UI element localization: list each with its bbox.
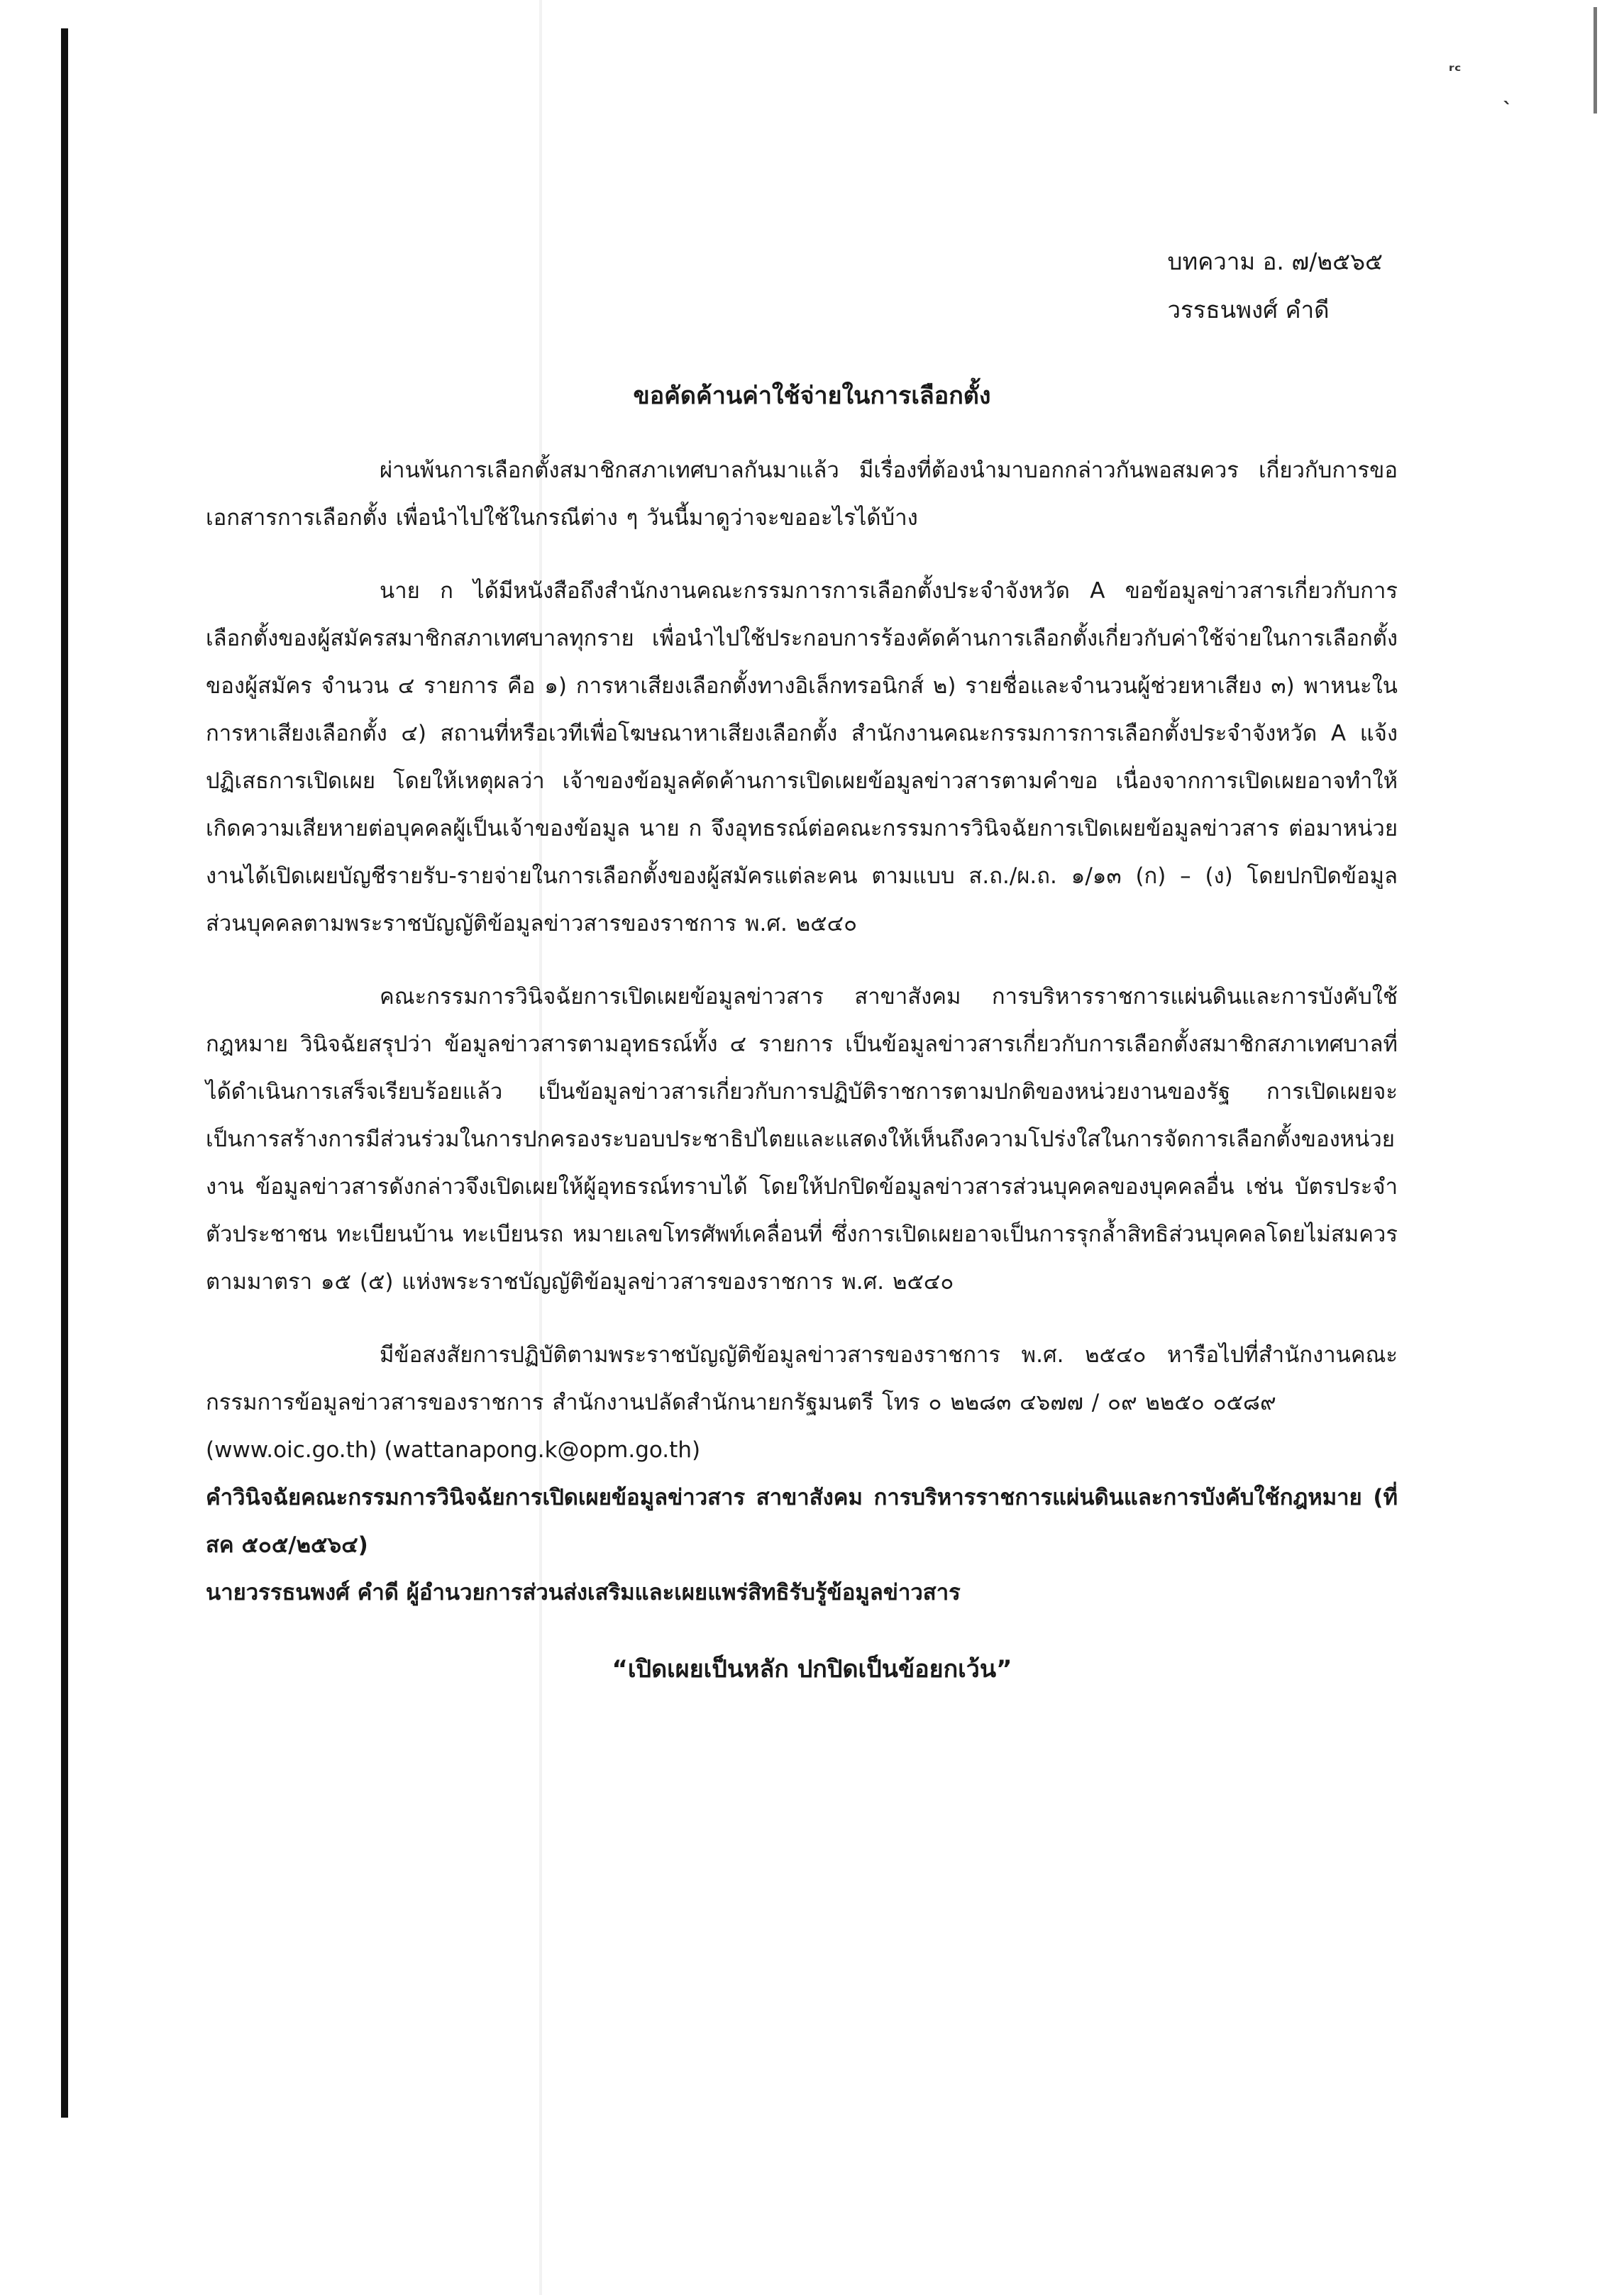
document-slogan: “เปิดเผยเป็นหลัก ปกปิดเป็นข้อยกเว้น” [612, 1655, 1012, 1683]
scan-speck: ˋ [1503, 98, 1513, 121]
document-number: บทความ อ. ๗/๒๕๖๕ [1167, 248, 1383, 275]
scan-speck: ʳᶜ [1449, 61, 1462, 81]
scan-edge-mark-left [61, 28, 68, 2118]
contact-websites: (www.oic.go.th) (wattanapong.k@opm.go.th) [206, 1437, 701, 1463]
paragraph-ruling: คณะกรรมการวินิจฉัยการเปิดเผยข้อมูลข่าวสาร สาขาสังคม การบริหารราชการแผ่นดินและการบังคับใช้กฎหมาย วินิจฉัยสรุปว่า ข้อมูลข่าวสารตามอุทธรณ์ทั้ง ๔ รายการ เป็นข้อมูลข่าวสารเกี่ยวกับการเลือกตั้งสมาชิกสภาเทศบาลที่ได้ดำเนินการเสร็จเรียบร้อยแล้ว เป็นข้อมูลข่าวสารเกี่ยวกับการปฏิบัติราชการตามปกติของหน่วยงานของรัฐ การเปิดเผยจะเป็นการสร้างการมีส่วนร่วมในการปกครองระบอบประชาธิปไตยและแสดงให้เห็นถึงความโปร่งใสในการจัดการเลือกตั้งของหน่วยงาน ข้อมูลข่าวสารดังกล่าวจึงเปิดเผยให้ผู้อุทธรณ์ทราบได้ โดยให้ปกปิดข้อมูลข่าวสารส่วนบุคคลของบุคคลอื่น เช่น บัตรประจำตัวประชาชน ทะเบียนบ้าน ทะเบียนรถ หมายเลขโทรศัพท์เคลื่อนที่ ซึ่งการเปิดเผยอาจเป็นการรุกล้ำสิทธิส่วนบุคคลโดยไม่สมควร ตามมาตรา ๑๕ (๕) แห่งพระราชบัญญัติข้อมูลข่าวสารของราชการ พ.ศ. ๒๕๔๐ [206, 984, 1398, 1295]
scan-edge-mark-right [1593, 7, 1597, 114]
paragraph-intro: ผ่านพ้นการเลือกตั้งสมาชิกสภาเทศบาลกันมาแล้ว มีเรื่องที่ต้องนำมาบอกกล่าวกันพอสมควร เกี่ยวกับการขอเอกสารการเลือกตั้ง เพื่อนำไปใช้ในกรณีต่าง ๆ วันนี้มาดูว่าจะขออะไรได้บ้าง [206, 458, 1398, 531]
document-body [206, 447, 1398, 1617]
paragraph-case: นาย ก ได้มีหนังสือถึงสำนักงานคณะกรรมการการเลือกตั้งประจำจังหวัด A ขอข้อมูลข่าวสารเกี่ยวกับการเลือกตั้งของผู้สมัครสมาชิกสภาเทศบาลทุกราย เพื่อนำไปใช้ประกอบการร้องคัดค้านการเลือกตั้งเกี่ยวกับค่าใช้จ่ายในการเลือกตั้งของผู้สมัคร จำนวน ๔ รายการ คือ ๑) การหาเสียงเลือกตั้งทางอิเล็กทรอนิกส์ ๒) รายชื่อและจำนวนผู้ช่วยหาเสียง ๓) พาหนะในการหาเสียงเลือกตั้ง ๔) สถานที่หรือเวทีเพื่อโฆษณาหาเสียงเลือกตั้ง สำนักงานคณะกรรมการการเลือกตั้งประจำจังหวัด A แจ้งปฏิเสธการเปิดเผย โดยให้เหตุผลว่า เจ้าของข้อมูลคัดค้านการเปิดเผยข้อมูลข่าวสารตามคำขอ เนื่องจากการเปิดเผยอาจทำให้เกิดความเสียหายต่อบุคคลผู้เป็นเจ้าของข้อมูล นาย ก จึงอุทธรณ์ต่อคณะกรรมการวินิจฉัยการเปิดเผยข้อมูลข่าวสาร ต่อมาหน่วยงานได้เปิดเผยบัญชีรายรับ-รายจ่ายในการเลือกตั้งของผู้สมัครแต่ละคน ตามแบบ ส.ถ./ผ.ถ. ๑/๑๓ (ก) – (ง) โดยปกปิดข้อมูลส่วนบุคคลตามพระราชบัญญัติข้อมูลข่าวสารของราชการ พ.ศ. ๒๕๔๐ [206, 578, 1398, 936]
ruling-reference: คำวินิจฉัยคณะกรรมการวินิจฉัยการเปิดเผยข้อมูลข่าวสาร สาขาสังคม การบริหารราชการแผ่นดินและการบังคับใช้กฎหมาย (ที่ สค ๕๐๕/๒๕๖๔) [206, 1485, 1398, 1558]
author-signature: นายวรรธนพงศ์ คำดี ผู้อำนวยการส่วนส่งเสริมและเผยแพร่สิทธิรับรู้ข้อมูลข่าวสาร [206, 1580, 961, 1605]
document-title: ขอคัดค้านค่าใช้จ่ายในการเลือกตั้ง [633, 382, 991, 410]
paragraph-contact: มีข้อสงสัยการปฏิบัติตามพระราชบัญญัติข้อมูลข่าวสารของราชการ พ.ศ. ๒๕๔๐ หารือไปที่สำนักงานคณะกรรมการข้อมูลข่าวสารของราชการ สำนักงานปลัดสำนักนายกรัฐมนตรี โทร ๐ ๒๒๘๓ ๔๖๗๗ / ๐๙ ๒๒๕๐ ๐๕๘๙ [206, 1342, 1398, 1415]
document-author: วรรธนพงศ์ คำดี [1167, 296, 1330, 323]
document-reference [1168, 238, 1383, 334]
